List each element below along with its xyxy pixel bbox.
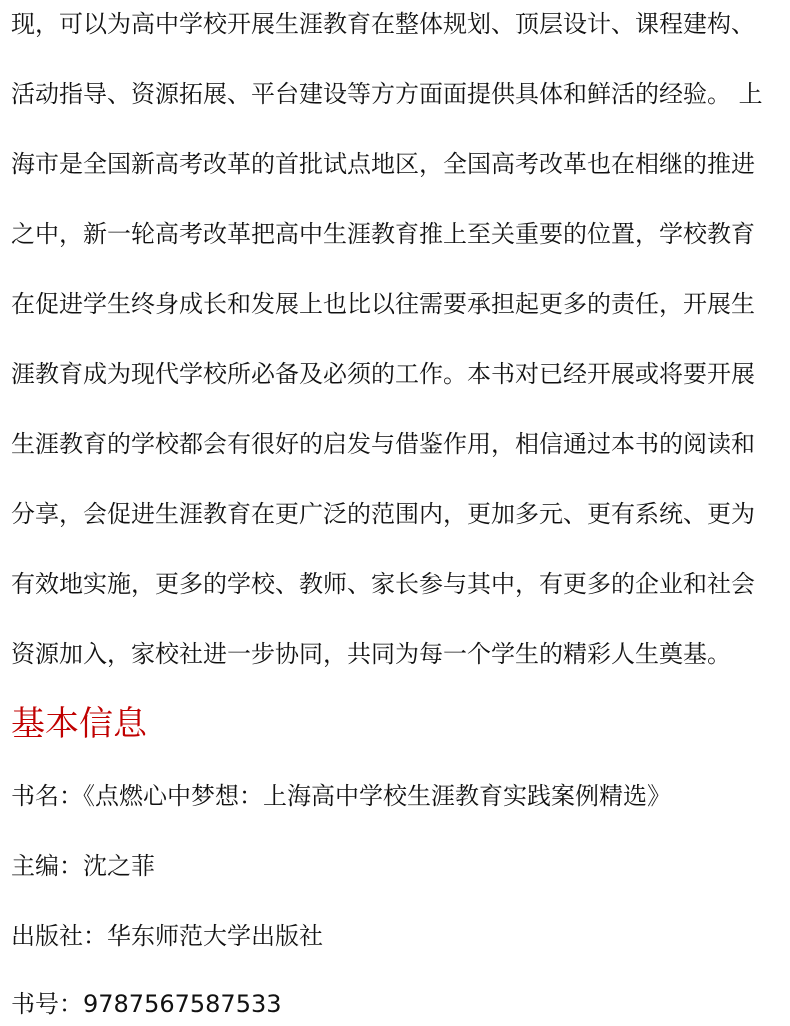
book-title-line: 书名：《点燃心中梦想：上海高中学校生涯教育实践案例精选》	[11, 782, 671, 810]
section-heading: 基本信息	[11, 704, 147, 744]
editor-line: 主编：沈之菲	[11, 852, 155, 880]
paragraph-line: 之中，新一轮高考改革把高中生涯教育推上至关重要的位置，学校教育	[11, 220, 755, 248]
paragraph-line: 生涯教育的学校都会有很好的启发与借鉴作用，相信通过本书的阅读和	[11, 430, 755, 458]
paragraph-line: 资源加入，家校社进一步协同，共同为每一个学生的精彩人生奠基。	[11, 640, 731, 668]
paragraph-line: 分享，会促进生涯教育在更广泛的范围内，更加多元、更有系统、更为	[11, 500, 755, 528]
isbn-line: 书号：9787567587533	[11, 990, 282, 1018]
paragraph-line: 现，可以为高中学校开展生涯教育在整体规划、顶层设计、课程建构、	[11, 10, 755, 38]
paragraph-line: 有效地实施，更多的学校、教师、家长参与其中，有更多的企业和社会	[11, 570, 755, 598]
paragraph-line: 海市是全国新高考改革的首批试点地区，全国高考改革也在相继的推进	[11, 150, 755, 178]
publisher-line: 出版社：华东师范大学出版社	[11, 922, 323, 950]
paragraph-line: 涯教育成为现代学校所必备及必须的工作。本书对已经开展或将要开展	[11, 360, 755, 388]
paragraph-line: 在促进学生终身成长和发展上也比以往需要承担起更多的责任，开展生	[11, 290, 755, 318]
paragraph-line: 活动指导、资源拓展、平台建设等方方面面提供具体和鲜活的经验。 上	[11, 80, 763, 108]
